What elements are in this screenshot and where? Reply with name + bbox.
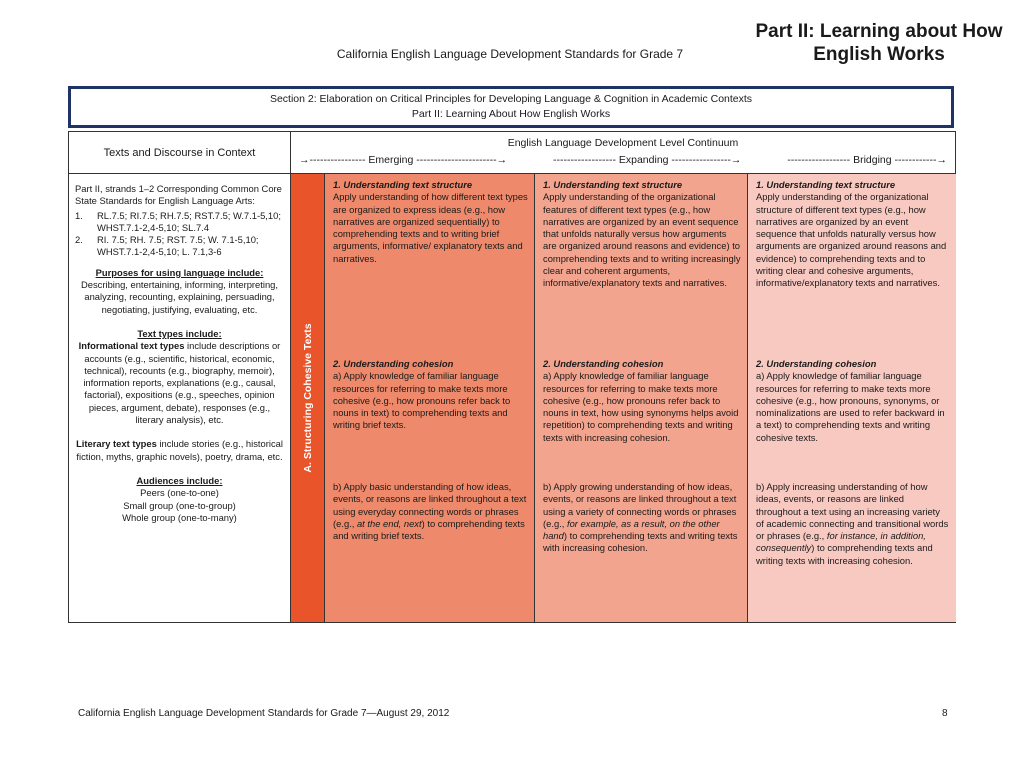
bridging-heading-1: 1. Understanding text structure <box>756 179 896 190</box>
list-item <box>75 234 284 259</box>
audience-item: Peers (one-to-one) <box>140 487 219 499</box>
level-expanding-label: ------------------ Expanding -----------------→ <box>553 154 742 166</box>
audiences-block <box>75 475 284 524</box>
band-label: A. Structuring Cohesive Texts <box>301 323 314 473</box>
emerging-text-2b-example: at the end, next <box>356 517 422 529</box>
expanding-column <box>535 174 748 622</box>
emerging-heading-2: 2. Understanding cohesion <box>333 358 454 369</box>
bridging-text-2b-example: for instance, in addition, consequently <box>756 530 926 554</box>
list-text: RL.7.5; RI.7.5; RH.7.5; RST.7.5; W.7.1-5,10; WHST.7.1-2,4-5,10; SL.7.4 <box>97 209 281 233</box>
document-header: California English Language Development Standards for Grade 7 <box>336 47 684 61</box>
section-title: Section 2: Elaboration on Critical Principles for Developing Language & Cognition in Academic Contexts <box>269 93 753 105</box>
section-banner <box>68 86 954 128</box>
bridging-text-2b: b) Apply increasing understanding of how ideas, events, or reasons are linked throughout a text using an increasing variety of academic connecting and transitional words or phrases (e.g., <box>756 481 949 542</box>
expanding-cohesion <box>543 358 741 444</box>
standards-list <box>75 210 284 259</box>
page-number: 8 <box>942 708 948 719</box>
list-number: 2. <box>75 234 83 246</box>
bridging-text-2a: a) Apply knowledge of familiar language resources for referring to make texts more cohesive (e.g., how pronouns, synonyms, or nominalizations are used to refer backward in a text) to comprehending texts and writing cohesive texts. <box>756 370 945 443</box>
informational-text-types <box>75 340 284 426</box>
level-bridging-label: ------------------ Bridging ------------→ <box>787 154 947 166</box>
slide-title: Part II: Learning about How English Works <box>755 21 1003 65</box>
list-text: RI. 7.5; RH. 7.5; RST. 7.5; W. 7.1-5,10; WHST.7.1-2,4-5,10; L. 7.1,3-6 <box>97 234 259 258</box>
list-number: 1. <box>75 209 83 221</box>
emerging-text-2a: a) Apply knowledge of familiar language resources for referring to make texts more cohesive (e.g., how pronouns refer back to nouns in text) to comprehending texts and writing brief texts. <box>333 370 511 431</box>
expanding-text-2b-example: for example, as a result, on the other hand <box>543 517 720 542</box>
texts-discourse-header: Texts and Discourse in Context <box>69 132 291 174</box>
list-item <box>75 210 284 235</box>
literary-text-types <box>75 438 284 463</box>
continuum-title: English Language Development Level Continuum <box>507 137 739 149</box>
bridging-cohesion <box>756 358 950 444</box>
emerging-text-2b-end: ) to comprehending texts and writing brief texts. <box>333 517 525 542</box>
strand-heading: Part II, strands 1–2 Corresponding Common Core State Standards for English Language Arts: <box>75 183 282 207</box>
emerging-cohesion <box>333 358 528 432</box>
emerging-cohesion-b <box>333 481 528 542</box>
level-emerging-label: →---------------- Emerging -----------------------→ <box>299 154 508 166</box>
audience-item: Whole group (one-to-many) <box>122 511 237 523</box>
emerging-heading-1: 1. Understanding text structure <box>333 179 473 190</box>
expanding-text-2b-end: ) to comprehending texts and writing texts with increasing cohesion. <box>543 530 738 554</box>
emerging-text-structure <box>333 179 528 265</box>
expanding-text-2a: a) Apply knowledge of familiar language resources for referring to make texts more cohesive (e.g., how pronouns refer back to nouns in text, how using synonyms helps avoid repetition) to comprehending texts and writing texts with increasing cohesion. <box>543 370 739 443</box>
expanding-text-structure <box>543 179 741 290</box>
texts-discourse-column <box>69 174 291 622</box>
purposes-text: Describing, entertaining, informing, interpreting, analyzing, recounting, explaining, persuading, negotiating, justifying, evaluating, etc. <box>81 279 278 315</box>
expanding-heading-1: 1. Understanding text structure <box>543 179 683 190</box>
levels-row <box>291 154 955 166</box>
informational-text: include descriptions or accounts (e.g., scientific, historical, economic, technical), recounts (e.g., biography, memoir), information reports, explanations (e.g., causal, factorial), expositions (e.g., speeches, opinion pieces, argument, debate), responses (e.g., literary analysis), etc. <box>83 340 281 426</box>
bridging-heading-2: 2. Understanding cohesion <box>756 358 877 369</box>
structuring-cohesive-texts-band <box>291 174 325 622</box>
bridging-text-structure <box>756 179 950 290</box>
literary-label: Literary text types <box>76 438 157 450</box>
emerging-column <box>325 174 535 622</box>
expanding-text-2b: b) Apply growing understanding of how ideas, events, or reasons are linked throughout a text using a variety of connecting words or phrases (e.g., <box>543 481 737 529</box>
emerging-text-1: Apply understanding of how different text types are organized to express ideas (e.g., how narratives are organized sequentially) to comprehending texts and to writing brief arguments, informative/ explanatory texts and narratives. <box>333 191 528 264</box>
text-types-block <box>75 328 284 426</box>
audience-item: Small group (one-to-group) <box>123 499 236 511</box>
bridging-text-1: Apply understanding of the organizational structure of different text types (e.g., how narratives are organized by an event sequence that unfolds naturally versus how arguments are organized around reasons and evidence) to comprehending texts and to writing clear and cohesive arguments, informative/explanatory texts and narratives. <box>756 191 947 289</box>
bridging-text-2b-end: ) to comprehending texts and writing texts with increasing cohesion. <box>756 542 933 566</box>
standards-table <box>68 131 956 623</box>
purposes-heading: Purposes for using language include: <box>95 266 264 278</box>
section-subtitle: Part II: Learning About How English Works <box>411 108 611 120</box>
literary-text: include stories (e.g., historical fiction, myths, graphic novels), poetry, drama, etc. <box>76 438 283 462</box>
bridging-cohesion-b <box>756 481 950 567</box>
informational-label: Informational text types <box>78 340 185 352</box>
expanding-heading-2: 2. Understanding cohesion <box>543 358 664 369</box>
purposes-block <box>75 267 284 316</box>
expanding-text-1: Apply understanding of the organizational features of different text types (e.g., how narratives are organized by an event sequence that unfolds naturally versus how arguments are organized around reasons and evidence) to comprehending texts and to writing increasingly clear and coherent arguments, informative/explanatory texts and narratives. <box>543 191 741 289</box>
emerging-text-2b: b) Apply basic understanding of how ideas, events, or reasons are linked throughout a text using everyday connecting words or phrases (e.g., <box>333 481 527 529</box>
page-footer: California English Language Development Standards for Grade 7—August 29, 2012 <box>78 708 450 719</box>
bridging-column <box>748 174 956 622</box>
expanding-cohesion-b <box>543 481 741 555</box>
text-types-heading: Text types include: <box>137 327 222 339</box>
continuum-header <box>291 132 955 174</box>
audiences-heading: Audiences include: <box>136 474 223 486</box>
